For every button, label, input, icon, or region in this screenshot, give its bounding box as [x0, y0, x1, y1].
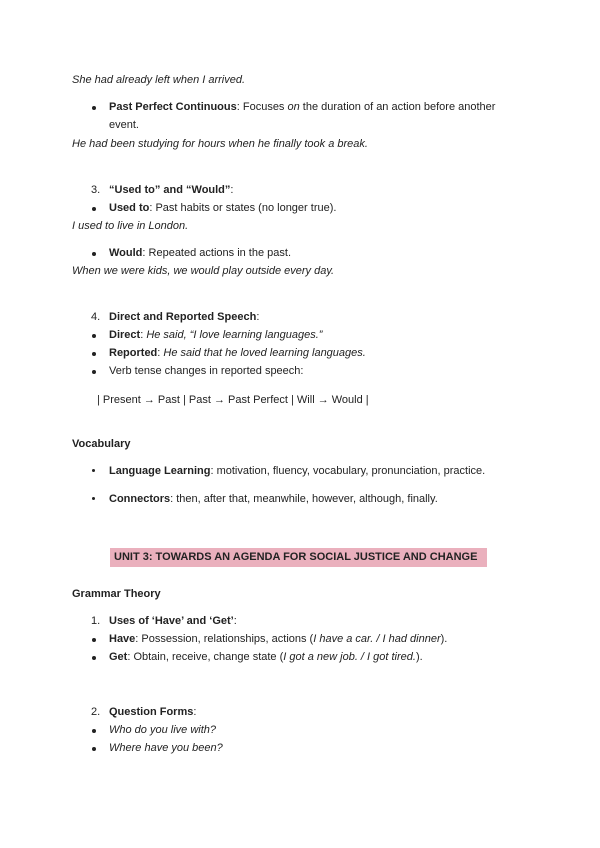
- have-end: ).: [440, 633, 448, 645]
- unit3-item-1-title-text: Uses of ‘Have’ and ‘Get’: [109, 615, 234, 627]
- direct-label: Direct: [109, 329, 141, 341]
- get-label: Get: [109, 651, 128, 663]
- language-learning-text: : motivation, fluency, vocabulary, pronunciation, practice.: [210, 465, 486, 477]
- section-4-colon: :: [256, 311, 260, 323]
- ppc-text-c: event.: [109, 119, 139, 131]
- direct-item: [109, 328, 322, 342]
- reported-colon: :: [157, 347, 164, 359]
- have-text: : Possession, relationships, actions (: [135, 633, 314, 645]
- would-text: : Repeated actions in the past.: [142, 247, 292, 259]
- direct-text: He said, “I love learning languages.”: [146, 329, 323, 341]
- bullet-icon: [92, 352, 96, 356]
- bullet-icon: [92, 469, 95, 472]
- bullet-icon: [92, 656, 96, 660]
- bullet-icon: [92, 729, 96, 733]
- verb-tense-text: Verb tense changes in reported speech:: [109, 365, 304, 377]
- bullet-icon: [92, 252, 96, 256]
- section-3-title-text: “Used to” and “Would”: [109, 184, 231, 196]
- would-label: Would: [109, 247, 143, 259]
- unit3-item-1-colon: :: [233, 615, 237, 627]
- reported-text: He said that he loved learning languages.: [163, 347, 366, 359]
- vocabulary-heading: Vocabulary: [72, 438, 131, 450]
- bullet-icon: [92, 370, 96, 374]
- get-example: I got a new job. / I got tired.: [283, 651, 416, 663]
- get-end: ).: [415, 651, 423, 663]
- unit3-item-2-number: 2.: [91, 706, 101, 718]
- bullet-icon: [92, 334, 96, 338]
- example-used-to: I used to live in London.: [72, 220, 189, 232]
- bullet-icon: [92, 638, 96, 642]
- question-example-1: Who do you live with?: [109, 724, 216, 736]
- language-learning-label: Language Learning: [109, 465, 211, 477]
- have-item: [109, 632, 447, 646]
- connectors-item: [109, 492, 438, 506]
- unit-3-banner: [110, 548, 487, 567]
- example-ppc: He had been studying for hours when he finally took a break.: [72, 138, 368, 150]
- have-label: Have: [109, 633, 136, 645]
- unit3-item-2-title: [109, 705, 196, 719]
- used-to-item: [109, 201, 336, 215]
- section-4-title-text: Direct and Reported Speech: [109, 311, 257, 323]
- would-item: [109, 246, 291, 260]
- section-3-title: [109, 183, 233, 197]
- connectors-label: Connectors: [109, 493, 171, 505]
- get-item: [109, 650, 423, 664]
- ppc-item: [109, 100, 495, 114]
- grammar-theory-heading: Grammar Theory: [72, 588, 161, 600]
- have-example: I have a car. / I had dinner: [313, 633, 441, 645]
- ppc-text-on: on: [287, 101, 300, 113]
- reported-item: [109, 346, 366, 360]
- example-past-perfect: She had already left when I arrived.: [72, 74, 246, 86]
- bullet-icon: [92, 497, 95, 500]
- unit-3-title: UNIT 3: TOWARDS AN AGENDA FOR SOCIAL JUSTICE AND CHANGE: [114, 551, 478, 563]
- bullet-icon: [92, 747, 96, 751]
- ppc-text-b: the duration of an action before another: [299, 101, 496, 113]
- reported-label: Reported: [109, 347, 158, 359]
- section-4-number: 4.: [91, 311, 101, 323]
- question-example-2: Where have you been?: [109, 742, 223, 754]
- unit3-item-1-title: [109, 614, 237, 628]
- example-would: When we were kids, we would play outside every day.: [72, 265, 335, 277]
- bullet-icon: [92, 106, 96, 110]
- used-to-text: : Past habits or states (no longer true).: [149, 202, 337, 214]
- tense-table-line: | Present → Past | Past → Past Perfect | Will → Would |: [97, 394, 369, 406]
- get-text: : Obtain, receive, change state (: [127, 651, 284, 663]
- section-4-title: [109, 310, 259, 324]
- ppc-label: Past Perfect Continuous: [109, 101, 237, 113]
- connectors-text: : then, after that, meanwhile, however, although, finally.: [170, 493, 438, 505]
- ppc-text-a: : Focuses: [236, 101, 288, 113]
- section-3-colon: :: [230, 184, 234, 196]
- unit3-item-2-title-text: Question Forms: [109, 706, 194, 718]
- unit3-item-1-number: 1.: [91, 615, 101, 627]
- direct-colon: :: [140, 329, 147, 341]
- bullet-icon: [92, 207, 96, 211]
- used-to-label: Used to: [109, 202, 150, 214]
- unit3-item-2-colon: :: [193, 706, 197, 718]
- language-learning-item: [109, 464, 485, 478]
- section-3-number: 3.: [91, 184, 101, 196]
